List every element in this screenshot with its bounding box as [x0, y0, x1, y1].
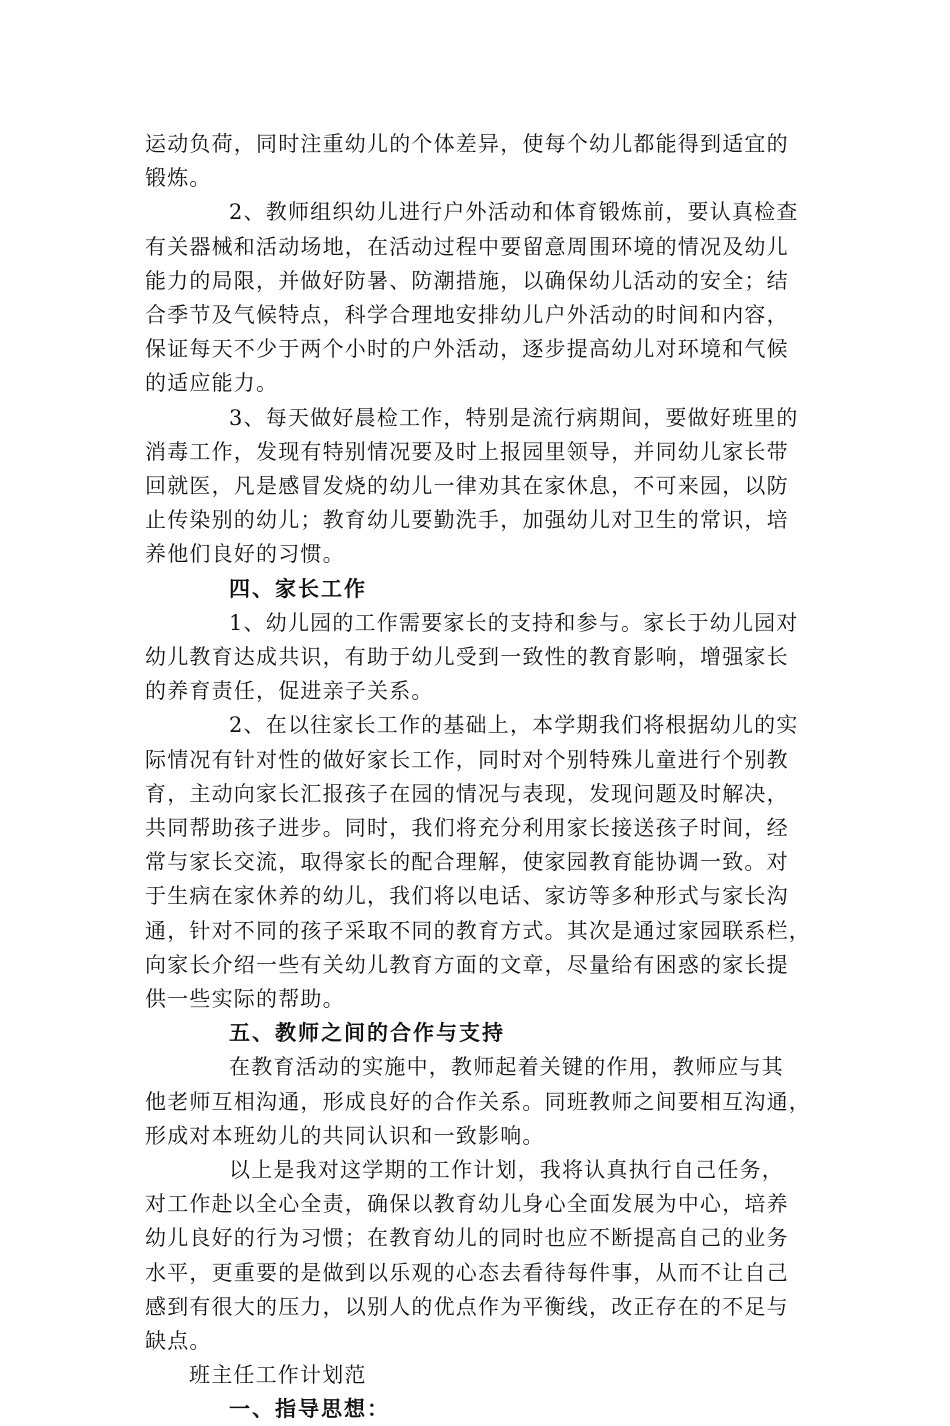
text-line: 以上是我对这学期的工作计划，我将认真执行自己任务，: [229, 1158, 784, 1182]
text-line: 形成对本班幼儿的共同认识和一致影响。: [145, 1123, 545, 1148]
section-heading: 五、教师之间的合作与支持: [229, 1020, 505, 1046]
text-line: 共同帮助孩子进步。同时，我们将充分利用家长接送孩子时间，经: [145, 816, 789, 840]
text-line: 消毒工作，发现有特别情况要及时上报园里领导，并同幼儿家长带: [145, 439, 789, 464]
text-line: 1、幼儿园的工作需要家长的支持和参与。家长于幼儿园对: [229, 610, 799, 635]
text-line: 育，主动向家长汇报孩子在园的情况与表现，发现问题及时解决，: [145, 781, 789, 806]
text-line: 际情况有针对性的做好家长工作，同时对个别特殊儿童进行个别教: [145, 747, 789, 772]
text-line: 3、每天做好晨检工作，特别是流行病期间，要做好班里的: [229, 405, 799, 430]
text-line: 的适应能力。: [145, 371, 279, 396]
text-line: 对工作赴以全心全责，确保以教育幼儿身心全面发展为中心，培养: [145, 1192, 789, 1217]
text-line: 锻炼。: [145, 166, 212, 191]
text-line: 他老师互相沟通，形成良好的合作关系。同班教师之间要相互沟通，: [145, 1089, 811, 1114]
text-line: 有关器械和活动场地，在活动过程中要留意周围环境的情况及幼儿: [145, 234, 789, 259]
text-line: 幼儿教育达成共识，有助于幼儿受到一致性的教育影响，增强家长: [145, 645, 789, 669]
text-line: 缺点。: [145, 1329, 212, 1353]
text-line: 的养育责任，促进亲子关系。: [145, 679, 434, 704]
text-line: 水平，更重要的是做到以乐观的心态去看待每件事，从而不让自己: [145, 1260, 789, 1285]
text-line: 感到有很大的压力，以别人的优点作为平衡线，改正存在的不足与: [145, 1294, 789, 1319]
text-line: 运动负荷，同时注重幼儿的个体差异，使每个幼儿都能得到适宜的: [145, 132, 789, 156]
text-line: 通，针对不同的孩子采取不同的教育方式。其次是通过家园联系栏，: [145, 918, 811, 943]
text-line: 能力的局限，并做好防暑、防潮措施，以确保幼儿活动的安全；结: [145, 268, 789, 293]
text-line: 供一些实际的帮助。: [145, 987, 345, 1011]
text-line: 在教育活动的实施中，教师起着关键的作用，教师应与其: [229, 1055, 784, 1080]
text-line: 幼儿良好的行为习惯；在教育幼儿的同时也应不断提高自己的业务: [145, 1226, 789, 1251]
text-line: 回就医，凡是感冒发烧的幼儿一律劝其在家休息，不可来园，以防: [145, 474, 789, 498]
text-line: 常与家长交流，取得家长的配合理解，使家园教育能协调一致。对: [145, 850, 789, 875]
text-line: 止传染别的幼儿；教育幼儿要勤洗手，加强幼儿对卫生的常识，培: [145, 508, 789, 533]
text-line: 班主任工作计划范: [189, 1363, 367, 1388]
text-line: 向家长介绍一些有关幼儿教育方面的文章，尽量给有困惑的家长提: [145, 952, 789, 977]
section-heading: 一、指导思想：: [229, 1396, 390, 1422]
text-line: 于生病在家休养的幼儿，我们将以电话、家访等多种形式与家长沟: [145, 884, 789, 909]
text-line: 2、在以往家长工作的基础上，本学期我们将根据幼儿的实: [229, 713, 799, 738]
text-line: 2、教师组织幼儿进行户外活动和体育锻炼前，要认真检查: [229, 200, 799, 225]
text-line: 合季节及气候特点，科学合理地安排幼儿户外活动的时间和内容，: [145, 303, 789, 327]
section-heading: 四、家长工作: [229, 575, 367, 601]
text-line: 保证每天不少于两个小时的户外活动，逐步提高幼儿对环境和气候: [145, 337, 789, 362]
text-line: 养他们良好的习惯。: [145, 542, 345, 567]
